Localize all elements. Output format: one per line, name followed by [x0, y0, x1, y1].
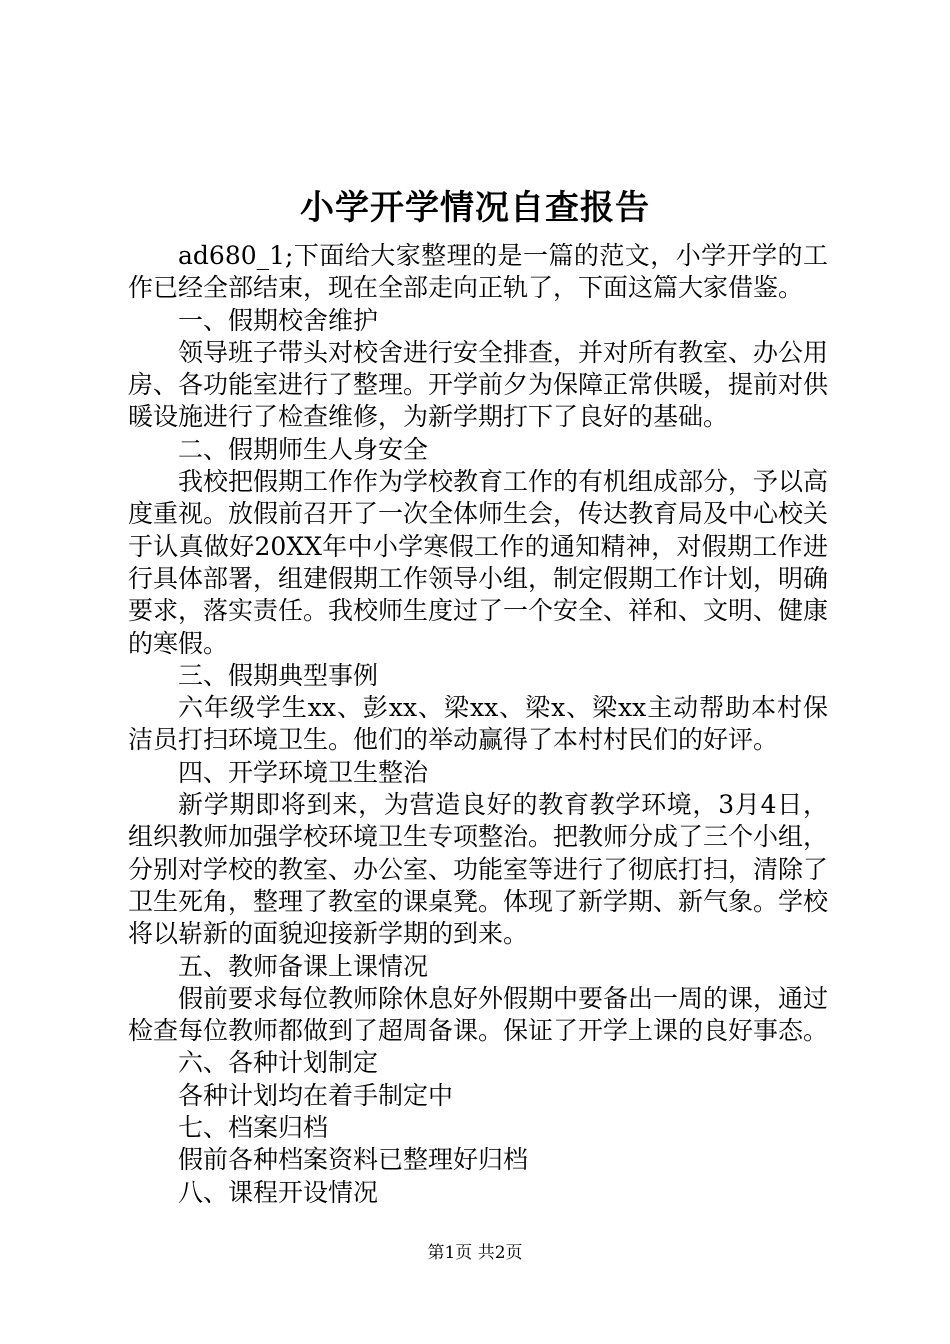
document-body	[128, 240, 828, 1209]
paragraph-section-3: 六年级学生xx、彭xx、梁xx、梁x、梁xx主动帮助本村保洁员打扫环境卫生。他们的举动赢得了本村村民们的好评。	[128, 693, 828, 755]
section-heading-2: 二、假期师生人身安全	[178, 434, 429, 464]
document-title: 小学开学情况自查报告	[300, 188, 650, 228]
section-heading-8: 八、课程开设情况	[178, 1177, 379, 1207]
section-heading-3: 三、假期典型事例	[178, 660, 379, 690]
paragraph-intro: ad680_1;下面给大家整理的是一篇的范文，小学开学的工作已经全部结束，现在全部走向正轨了，下面这篇大家借鉴。	[128, 241, 828, 303]
section-heading-7: 七、档案归档	[178, 1113, 329, 1143]
section-heading-4: 四、开学环境卫生整治	[178, 757, 429, 787]
paragraph-section-5: 假前要求每位教师除休息好外假期中要备出一周的课，通过检查每位教师都做到了超周备课。保证了开学上课的良好事态。	[128, 983, 829, 1046]
section-heading-1: 一、假期校舍维护	[178, 305, 379, 335]
paragraph-section-4: 新学期即将到来，为营造良好的教育教学环境，3月4日，组织教师加强学校环境卫生专项整治。把教师分成了三个小组，分别对学校的教室、办公室、功能室等进行了彻底打扫，清除了卫生死角，整理了教室的课桌凳。体现了新学期、新气象。学校将以崭新的面貌迎接新学期的到来。	[128, 790, 829, 949]
page-footer: 第1页 共2页	[427, 1243, 523, 1263]
paragraph-section-1: 领导班子带头对校舍进行安全排查，并对所有教室、办公用房、各功能室进行了整理。开学前夕为保障正常供暖，提前对供暖设施进行了检查维修，为新学期打下了良好的基础。	[128, 337, 829, 432]
paragraph-section-2: 我校把假期工作作为学校教育工作的有机组成部分，予以高度重视。放假前召开了一次全体师生会，传达教育局及中心校关于认真做好20XX年中小学寒假工作的通知精神，对假期工作进行具体部署，组建假期工作领导小组，制定假期工作计划，明确要求，落实责任。我校师生度过了一个安全、祥和、文明、健康的寒假。	[128, 467, 829, 658]
section-heading-5: 五、教师备课上课情况	[178, 951, 429, 981]
paragraph-section-6: 各种计划均在着手制定中	[178, 1080, 454, 1110]
section-heading-6: 六、各种计划制定	[178, 1048, 379, 1078]
paragraph-section-7: 假前各种档案资料已整理好归档	[178, 1145, 529, 1175]
